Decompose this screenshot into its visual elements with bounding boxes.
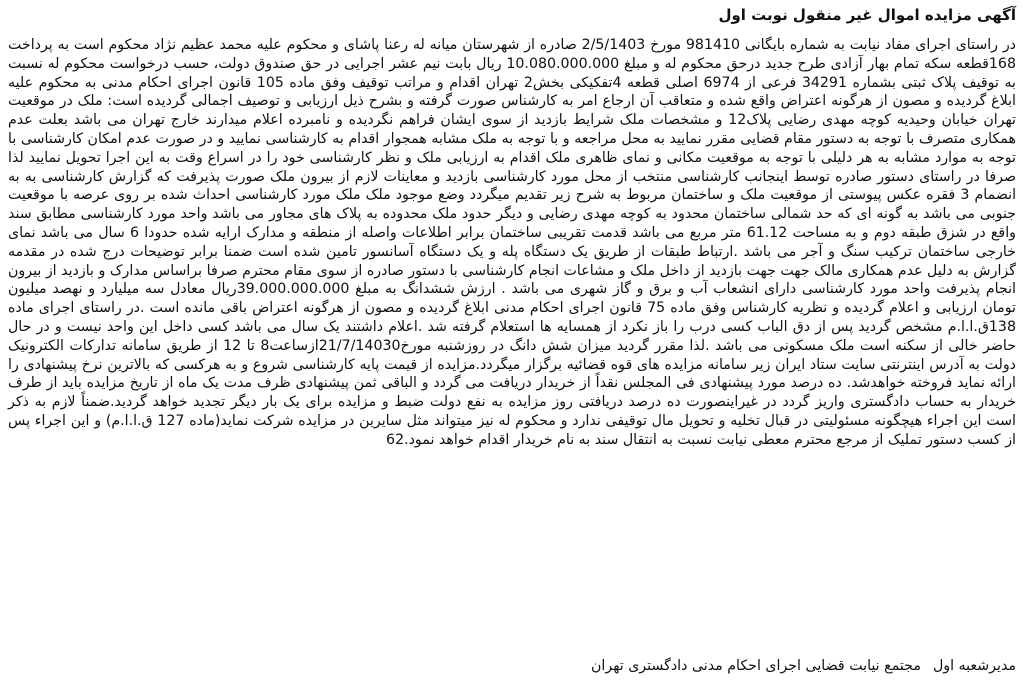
signer-role: مدیرشعبه اول bbox=[932, 658, 1016, 674]
notice-title: آگهی مزایده اموال غیر منقول نوبت اول bbox=[718, 6, 1016, 24]
auction-notice bbox=[8, 4, 1016, 684]
notice-footer bbox=[591, 656, 1016, 676]
issuing-authority: مجتمع نیابت قضایی اجرای احکام مدنی دادگستری تهران bbox=[591, 658, 921, 674]
notice-body: در راستای اجرای مفاد نیابت به شماره بایگانی 981410 مورخ 2/5/1403 صادره از شهرستان میانه له رعنا پاشای و محکوم علیه محمد عظیم نژاد محکوم است به پرداخت 168قطعه سکه تمام بهار آزادی طرح جدید درحق محکوم له و مبلغ 10.080.000.000 ریال بابت نیم عشر اجرایی در حق صندوق دولت، حسب درخواست محکوم له نسبت به توقیف پلاک ثبتی بشماره 34291 فرعی از 6974 اصلی قطعه 4تفکیکی بخش2 تهران اقدام و مراتب توقیف وفق ماده 105 قانون اجرای احکام مدنی به محکوم علیه ابلاغ گردیده و مصون از هرگونه اعتراض واقع شده و متعاقب آن ارجاع امر به کارشناس صورت گرفته و بشرح ذیل ارزیابی و توصیف اجمالی گردیده است: ملک در موقعیت تهران خیابان وحیدیه کوچه مهدی رضایی پلاک12 و مشخصات ملک شرایط بازدید از سوی ایشان فراهم نگردیده و نامبرده اعلام میدارند خارج تهران می باشد بعلت عدم همکاری متصرف با توجه به دستور مقام قضایی مقرر نمایید به محل مراجعه و با توجه به ملک مشابه همجوار اقدام به کارشناسی نمایید و در صورت عدم امکان کارشناسی با توجه به موارد مشابه به هر دلیلی با توجه به موقعیت مکانی و نمای ظاهری ملک اقدام به ارزیابی ملک و نظر کارشناسی خود را در اسراع وقت به این اجرا تحویل نمایید لذا صرفا در راستای دستور صادره توسط اینجانب کارشناسی منتخب از محل مورد کارشناسی بازدید و معاینات لازم از بیرون ملک صورت پذیرفت که گزارش کارشناسی به به انضمام 3 فقره عکس پیوستی از موقعیت ملک و ساختمان مربوط به شرح زیر تقدیم میگردد وضع موجود ملک ملک مورد کارشناسی احداث شده بر روی عرصه با موقعیت جنوبی می باشد به گونه ای که حد شمالی ساختمان محدود به کوچه مهدی رضایی و دیگر حدود ملک محدوده به پلاک های مجاور می باشد واحد مورد کارشناسی مطابق سند واقع در شزق طبقه دوم و به مساحت 61.12 متر مربع می باشد قدمت تقریبی ساختمان برابر اطلاعات واصله از منطقه و مدارک ارایه شده حدودا 6 سال می باشد نمای خارجی ساختمان ترکیب سنگ و آجر می باشد .ارتباط طبقات از طریق یک دستگاه پله و یک دستگاه آسانسور تامین شده است ضمنا برابر توضیحات درج شده در مقدمه گزارش به دلیل عدم همکاری مالک جهت جهت بازدید از داخل ملک و مشاعات انجام کارشناسی با دستور صادره از سوی مقام محترم صرفا براساس مدارک و بازدید از بیرون انجام پذیرفت واحد مورد کارشناسی دارای انشعاب آب و برق و گاز شهری می باشد . ارزش ششدانگ به مبلغ 39.000.000.000ریال معادل سه میلیارد و نهصد میلیون تومان ارزیابی و اعلام گردیده و نظریه کارشناس وفق ماده 75 قانون اجرای احکام مدنی ابلاغ گردیده و مصون از هرگونه اعتراض باقی مانده است .در راستای اجرای ماده 138ق.ا.ا.م مشخص گردید پس از دق الباب کسی درب را باز نکرد از همسایه ها استعلام گرفته شد .اعلام داشتند یک سال می باشد کسی داخل این واحد نیست و در حال حاضر خالی از سکنه است ملک مسکونی می باشد .لذا مقرر گردید میزان شش دانگ در روزشنبه مورخ21/7/14030ازساعت8 تا 12 از طریق سامانه تدارکات الکترونیک دولت به آدرس اینترنتی سایت ستاد ایران زیر سامانه مزایده های قوه قضائیه برگزار میگردد.مزایده از قیمت پایه کارشناسی شروع و به هرکسی که بالاترین نرخ پیشنهادی را ارائه نماید فروخته خواهدشد. ده درصد مورد پیشنهادی فی المجلس نقداً از خریدار دریافت می گردد و الباقی ثمن پیشنهادی ظرف مدت یک ماه از تاریخ مزایده باید از طرف خریدار به حساب دادگستری واریز گردد در غیراینصورت ده درصد دریافتی روز مزایده به نفع دولت ضبط و مزایده برای یک بار دیگر تجدید خواهد گردید.ضمناً لازم به ذکر است این اجراء هیچگونه مسئولیتی در قبال تخلیه و تحویل مال توقیفی ندارد و محکوم له نیز میتواند مثل سایرین در مزایده شرکت نماید(ماده 127 ق.ا.ا.م) و این اجراء پس از کسب دستور تملیک از مرجع محترم معطی نیابت نسبت به انتقال سند به نام خریدار اقدام خواهد نمود.62 bbox=[7, 37, 1017, 448]
